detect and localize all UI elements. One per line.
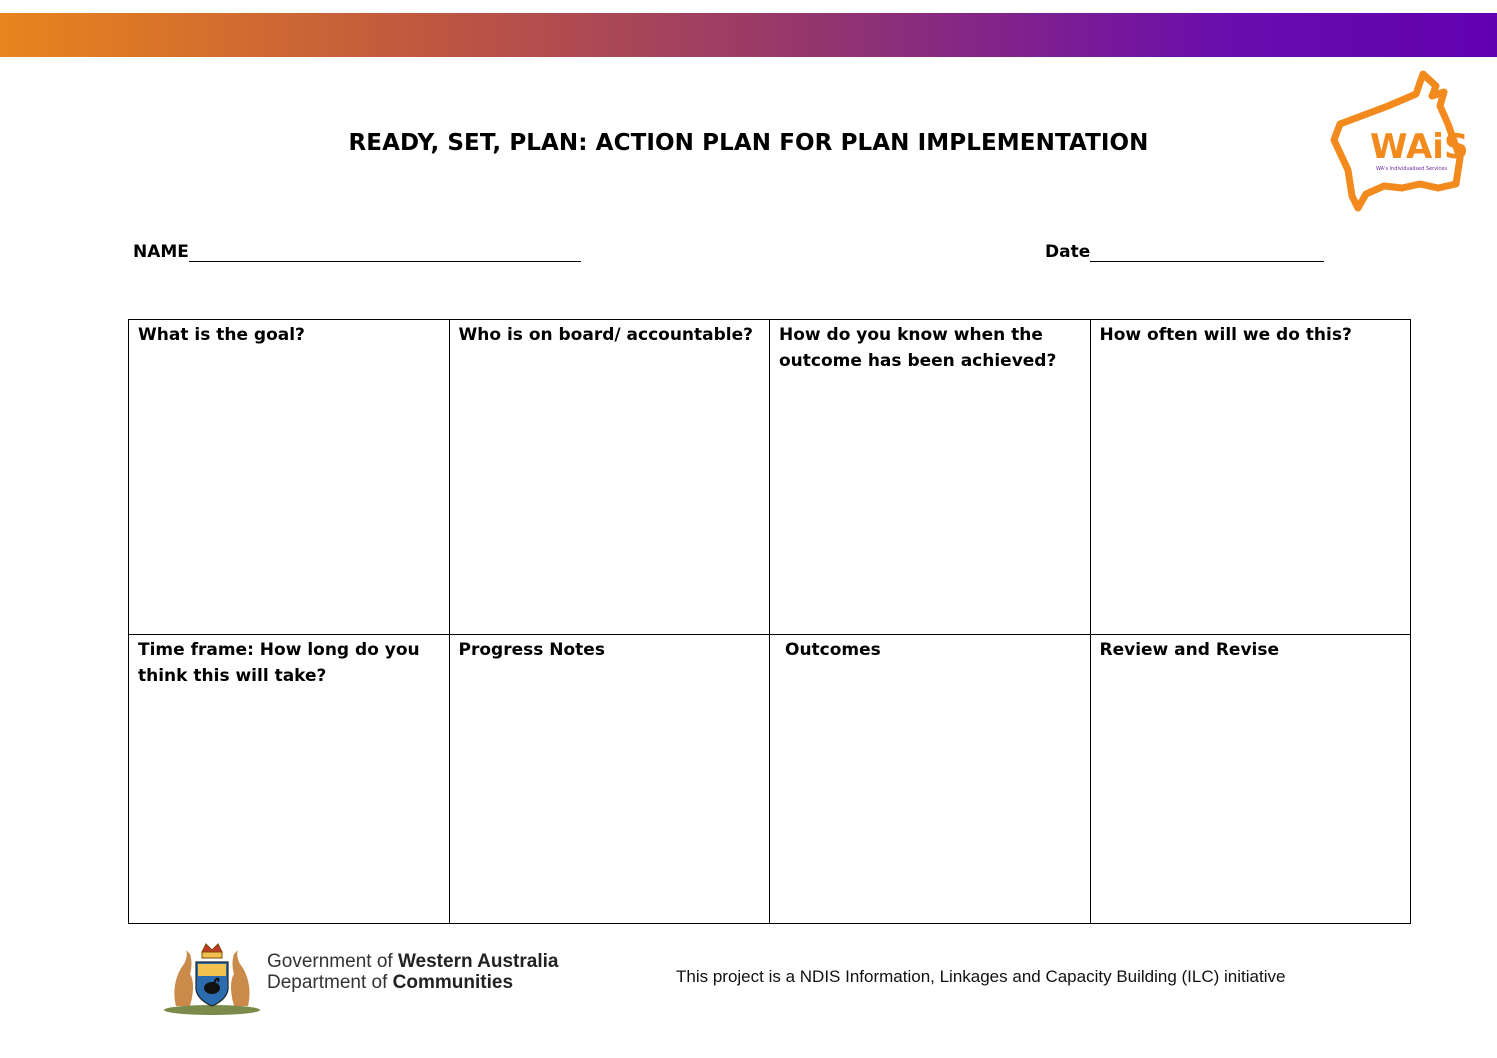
page-title: READY, SET, PLAN: ACTION PLAN FOR PLAN IMPLEMENTATION xyxy=(348,130,1149,156)
accountable-cell[interactable]: Who is on board/ accountable? xyxy=(449,320,770,635)
date-input-line[interactable] xyxy=(1090,243,1324,262)
government-branding xyxy=(267,951,558,993)
goal-cell[interactable]: What is the goal? xyxy=(129,320,450,635)
footer-note: This project is a NDIS Information, Linkages and Capacity Building (ILC) initiative xyxy=(676,967,1286,986)
logo-subtext: WA's Individualised Services xyxy=(1376,166,1447,172)
logo-wordmark: WAiS xyxy=(1370,127,1469,167)
date-field[interactable] xyxy=(1045,242,1324,262)
time-frame-cell[interactable]: Time frame: How long do you think this will take? xyxy=(129,635,450,924)
wais-logo xyxy=(1328,66,1470,212)
review-revise-cell[interactable]: Review and Revise xyxy=(1090,635,1411,924)
table-row xyxy=(129,320,1411,635)
outcome-achieved-cell[interactable]: How do you know when the outcome has been achieved? xyxy=(770,320,1091,635)
gov-line-1: Government of Western Australia xyxy=(267,951,559,972)
gov-line-2: Department of Communities xyxy=(267,972,514,993)
header-gradient-bar xyxy=(0,13,1497,57)
government-crest-icon xyxy=(162,940,262,1016)
name-field[interactable] xyxy=(133,242,581,262)
table-row xyxy=(129,635,1411,924)
action-plan-table xyxy=(128,319,1411,924)
outcomes-cell[interactable]: Outcomes xyxy=(770,635,1091,924)
frequency-cell[interactable]: How often will we do this? xyxy=(1090,320,1411,635)
progress-notes-cell[interactable]: Progress Notes xyxy=(449,635,770,924)
date-label: Date xyxy=(1045,242,1091,262)
name-input-line[interactable] xyxy=(189,243,581,262)
name-label: NAME xyxy=(133,242,189,262)
